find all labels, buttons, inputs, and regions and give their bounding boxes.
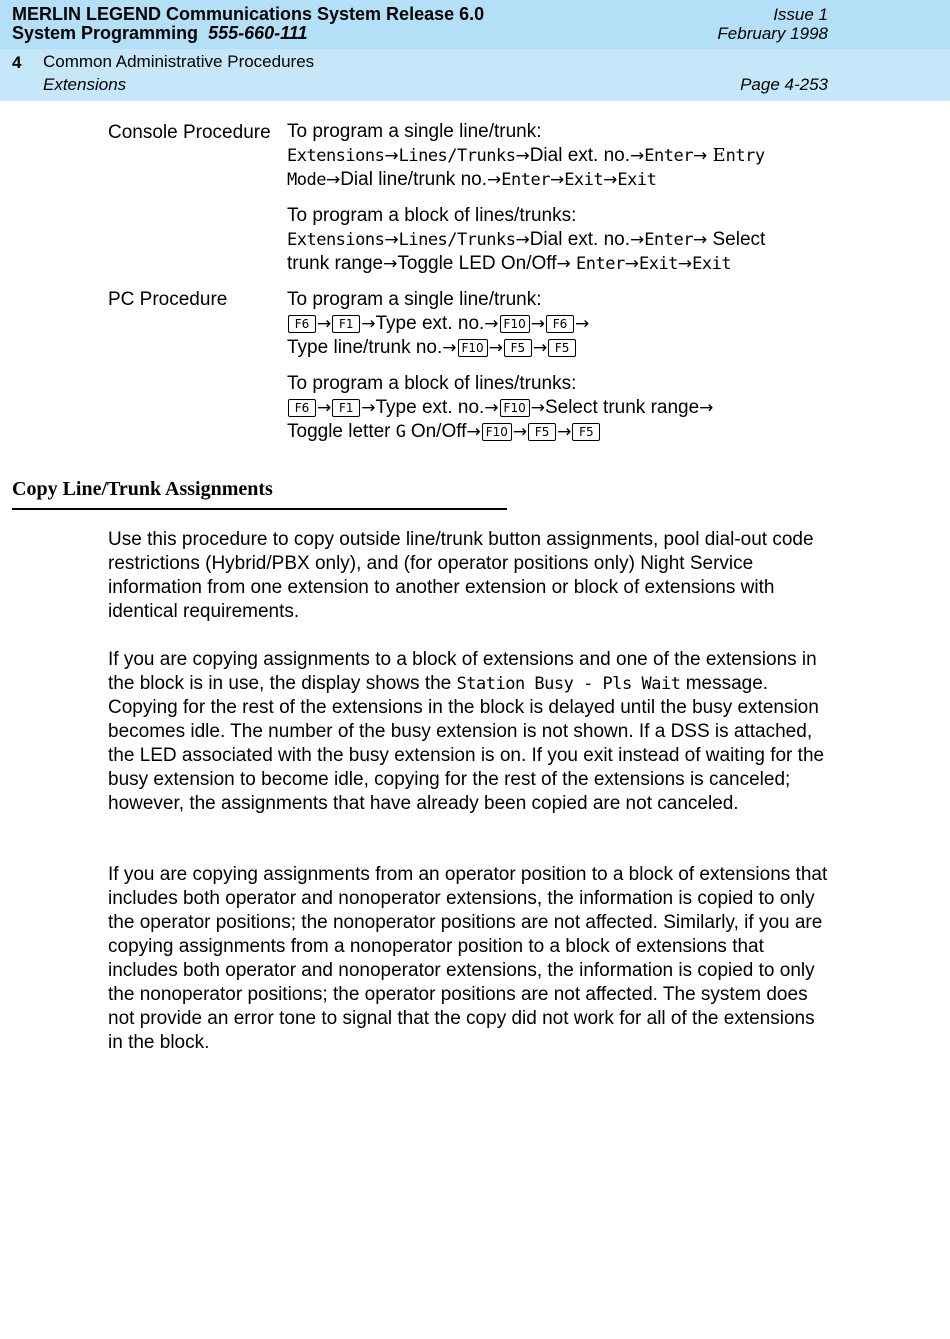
station-busy-message: Station Busy - Pls Wait <box>456 674 681 694</box>
arrow-icon: → <box>515 146 530 166</box>
arrow-icon: → <box>530 398 545 418</box>
paragraph-1: Use this procedure to copy outside line/trunk button assignments, pool dial-out code restrictions (Hybrid/PBX only), and (for operator positions only) Night Service information from one extension to another extension or block of extensions with identical requirements. <box>108 529 814 622</box>
doc-subtitle <box>12 23 308 44</box>
arrow-icon: → <box>574 314 590 334</box>
extensions-cmd: Extensions <box>287 230 385 250</box>
arrow-icon: → <box>317 398 332 418</box>
f5-key-icon: F5 <box>548 339 576 357</box>
arrow-icon: → <box>484 314 499 334</box>
exit-cmd: Exit <box>617 170 657 190</box>
entry-initial: E <box>712 145 726 166</box>
f6-key-icon: F6 <box>288 315 316 333</box>
arrow-icon: → <box>630 230 645 250</box>
arrow-icon: → <box>484 398 499 418</box>
exit-cmd: Exit <box>638 254 678 274</box>
select-step: Select <box>712 229 766 250</box>
f10-key-icon: F10 <box>500 399 530 417</box>
arrow-icon: → <box>603 170 618 190</box>
select-range-step: Select trunk range <box>544 397 700 418</box>
subtitle-prefix: System Programming <box>12 23 199 43</box>
pc-procedure-label: PC Procedure <box>108 289 228 310</box>
chapter-number: 4 <box>12 53 22 72</box>
doc-number: 555-660-111 <box>208 23 308 43</box>
enter-cmd: Enter <box>644 146 693 166</box>
type-line-step: Type line/trunk no. <box>287 337 443 358</box>
arrow-icon: → <box>515 230 530 250</box>
arrow-icon: → <box>361 314 376 334</box>
type-ext-step: Type ext. no. <box>375 397 485 418</box>
arrow-icon: → <box>512 422 528 442</box>
pc-block-line2 <box>287 420 847 444</box>
console-single-intro: To program a single line/trunk: <box>287 121 542 142</box>
paragraph-3: If you are copying assignments from an operator position to a block of extensions that includes both operator and nonoperator extensions, the information is copied to only the operator positions; the nonoperator positions are not affected. Similarly, if you are copying assignments from a nonoperator position to a block of extensions that includes both operator and nonoperator extensions, the information is copied to only the nonoperator positions; the operator positions are not affected. The system does not provide an error tone to signal that the copy did not work for all of the extensions in the block. <box>108 864 828 1053</box>
pc-block-intro: To program a block of lines/trunks: <box>287 373 577 394</box>
pc-single-line2 <box>287 336 847 360</box>
console-single-line1 <box>287 144 847 168</box>
arrow-icon: → <box>487 170 502 190</box>
f6-key-icon: F6 <box>288 399 316 417</box>
enter-cmd: Enter <box>501 170 550 190</box>
type-ext-step: Type ext. no. <box>375 313 485 334</box>
console-block-line1 <box>287 228 847 252</box>
arrow-icon: → <box>530 314 545 334</box>
arrow-icon: → <box>692 146 708 166</box>
arrow-icon: → <box>532 338 548 358</box>
dial-ext-step: Dial ext. no. <box>529 145 631 166</box>
f5-key-icon: F5 <box>528 423 556 441</box>
toggle-prefix: Toggle letter <box>287 421 396 442</box>
arrow-icon: → <box>384 230 399 250</box>
console-single-line2 <box>287 168 847 192</box>
arrow-icon: → <box>384 146 399 166</box>
arrow-icon: → <box>488 338 503 358</box>
f5-key-icon: F5 <box>572 423 600 441</box>
toggle-suffix: On/Off <box>405 421 467 442</box>
section-heading: Copy Line/Trunk Assignments <box>12 478 273 500</box>
section-rule <box>12 508 507 510</box>
pc-single-intro: To program a single line/trunk: <box>287 289 542 310</box>
arrow-icon: → <box>361 398 376 418</box>
f1-key-icon: F1 <box>332 399 360 417</box>
enter-cmd: Enter <box>644 230 693 250</box>
f6-key-icon: F6 <box>546 315 574 333</box>
paragraph-2-after: message. Copying for the rest of the extensions in the block is delayed until the busy extension becomes idle. The number of the busy extension is not shown. If a DSS is attached, the LED associated with the busy extension is on. If you exit instead of waiting for the busy extension to become idle, copying for the rest of the extensions is canceled; however, the assignments that have already been copied are not canceled. <box>108 673 825 814</box>
console-block-intro: To program a block of lines/trunks: <box>287 205 577 226</box>
paragraph-2-before: If you are copying assignments to a block of extensions and one of the extensions in the block is in use, the display shows the <box>108 649 817 694</box>
toggle-led-step: Toggle LED On/Off <box>397 253 557 274</box>
pc-single-line1 <box>287 312 847 336</box>
arrow-icon: → <box>677 254 693 274</box>
enter-cmd: Enter <box>576 254 625 274</box>
lines-trunks-cmd: Lines/Trunks <box>398 146 516 166</box>
pc-procedure-steps <box>287 288 847 444</box>
f1-key-icon: F1 <box>332 315 360 333</box>
arrow-icon: → <box>557 422 572 442</box>
exit-cmd: Exit <box>564 170 604 190</box>
arrow-icon: → <box>624 254 639 274</box>
lines-trunks-cmd: Lines/Trunks <box>398 230 516 250</box>
paragraph-2 <box>108 648 828 816</box>
console-procedure-label: Console Procedure <box>108 122 271 143</box>
chapter-title: Common Administrative Procedures <box>43 52 315 71</box>
console-block-line2 <box>287 252 847 276</box>
toggle-letter: G <box>395 422 406 442</box>
mode-cmd: Mode <box>287 170 326 190</box>
arrow-icon: → <box>442 338 457 358</box>
trunk-range-step: trunk range <box>287 253 384 274</box>
arrow-icon: → <box>549 170 565 190</box>
arrow-icon: → <box>692 230 708 250</box>
arrow-icon: → <box>383 254 398 274</box>
dial-line-step: Dial line/trunk no. <box>340 169 487 190</box>
exit-cmd: Exit <box>692 254 732 274</box>
f10-key-icon: F10 <box>482 423 512 441</box>
console-procedure-steps <box>287 120 847 276</box>
f10-key-icon: F10 <box>500 315 530 333</box>
pc-block-line1 <box>287 396 847 420</box>
f10-key-icon: F10 <box>458 339 488 357</box>
arrow-icon: → <box>325 170 341 190</box>
entry-cmd: ntry <box>725 146 765 166</box>
arrow-icon: → <box>556 254 571 274</box>
section-name: Extensions <box>43 75 127 94</box>
arrow-icon: → <box>630 146 645 166</box>
issue-label: Issue 1 <box>773 5 828 24</box>
arrow-icon: → <box>466 422 481 442</box>
dial-ext-step: Dial ext. no. <box>529 229 631 250</box>
page-number: Page 4-253 <box>740 75 828 94</box>
doc-title: MERLIN LEGEND Communications System Release 6.0 <box>12 4 485 24</box>
extensions-cmd: Extensions <box>287 146 385 166</box>
arrow-icon: → <box>317 314 332 334</box>
issue-date: February 1998 <box>717 24 828 43</box>
arrow-icon: → <box>699 398 714 418</box>
f5-key-icon: F5 <box>504 339 532 357</box>
